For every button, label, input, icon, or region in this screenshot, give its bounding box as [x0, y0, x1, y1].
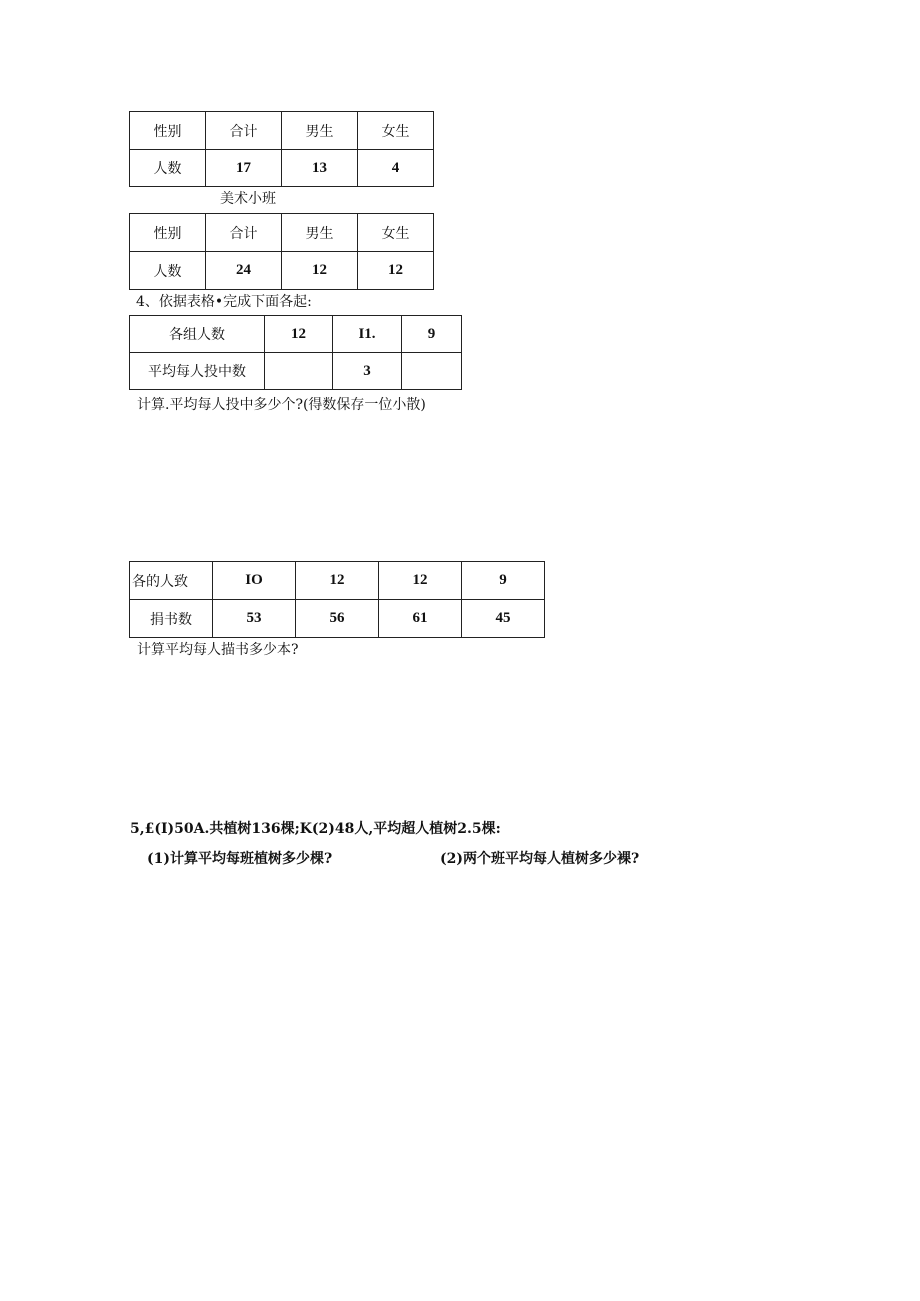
value-cell: 56 [296, 600, 379, 638]
question-5-sub-2: (2)两个班平均每人植树多少裸? [440, 851, 640, 867]
value-cell: 12 [265, 316, 333, 353]
gender-count-table-2 [129, 213, 434, 290]
row-label: 各组人数 [130, 316, 265, 353]
gender-count-table-1 [129, 111, 434, 187]
value-cell: 9 [402, 316, 462, 353]
value-cell: 9 [462, 562, 545, 600]
header-cell: 男生 [282, 214, 358, 252]
value-cell: 45 [462, 600, 545, 638]
header-cell: 女生 [358, 112, 434, 150]
value-cell: 53 [213, 600, 296, 638]
value-cell [265, 353, 333, 390]
row-label: 人数 [130, 150, 206, 187]
question-4-prompt-2: 计算平均每人描书多少本? [137, 642, 299, 658]
value-cell: IO [213, 562, 296, 600]
question-5-sub-1: (1)计算平均每班植树多少棵? [147, 851, 333, 867]
question-4-prompt-1: 计算.平均每人投中多少个?(得数保存一位小散) [137, 397, 426, 413]
value-cell: 12 [379, 562, 462, 600]
value-cell: 12 [358, 252, 434, 290]
header-cell: 女生 [358, 214, 434, 252]
question-5-heading: 5,£(I)50A.共植树136棵;K(2)48人,平均超人植树2.5棵: [130, 821, 501, 837]
shots-table [129, 315, 462, 390]
header-cell: 男生 [282, 112, 358, 150]
row-label: 捐书数 [130, 600, 213, 638]
row-label: 各的人致 [130, 562, 213, 600]
value-cell: 61 [379, 600, 462, 638]
art-group-caption: 美术小班 [220, 191, 276, 207]
question-4-heading: 4、依据表格•完成下面各起: [136, 294, 312, 310]
value-cell [402, 353, 462, 390]
header-cell: 合计 [206, 214, 282, 252]
value-cell: 12 [296, 562, 379, 600]
book-donation-table [129, 561, 545, 638]
row-label: 平均每人投中数 [130, 353, 265, 390]
value-cell: 3 [333, 353, 402, 390]
value-cell: 24 [206, 252, 282, 290]
value-cell: I1. [333, 316, 402, 353]
value-cell: 17 [206, 150, 282, 187]
header-cell: 性别 [130, 214, 206, 252]
header-cell: 合计 [206, 112, 282, 150]
value-cell: 4 [358, 150, 434, 187]
row-label: 人数 [130, 252, 206, 290]
value-cell: 13 [282, 150, 358, 187]
value-cell: 12 [282, 252, 358, 290]
header-cell: 性别 [130, 112, 206, 150]
